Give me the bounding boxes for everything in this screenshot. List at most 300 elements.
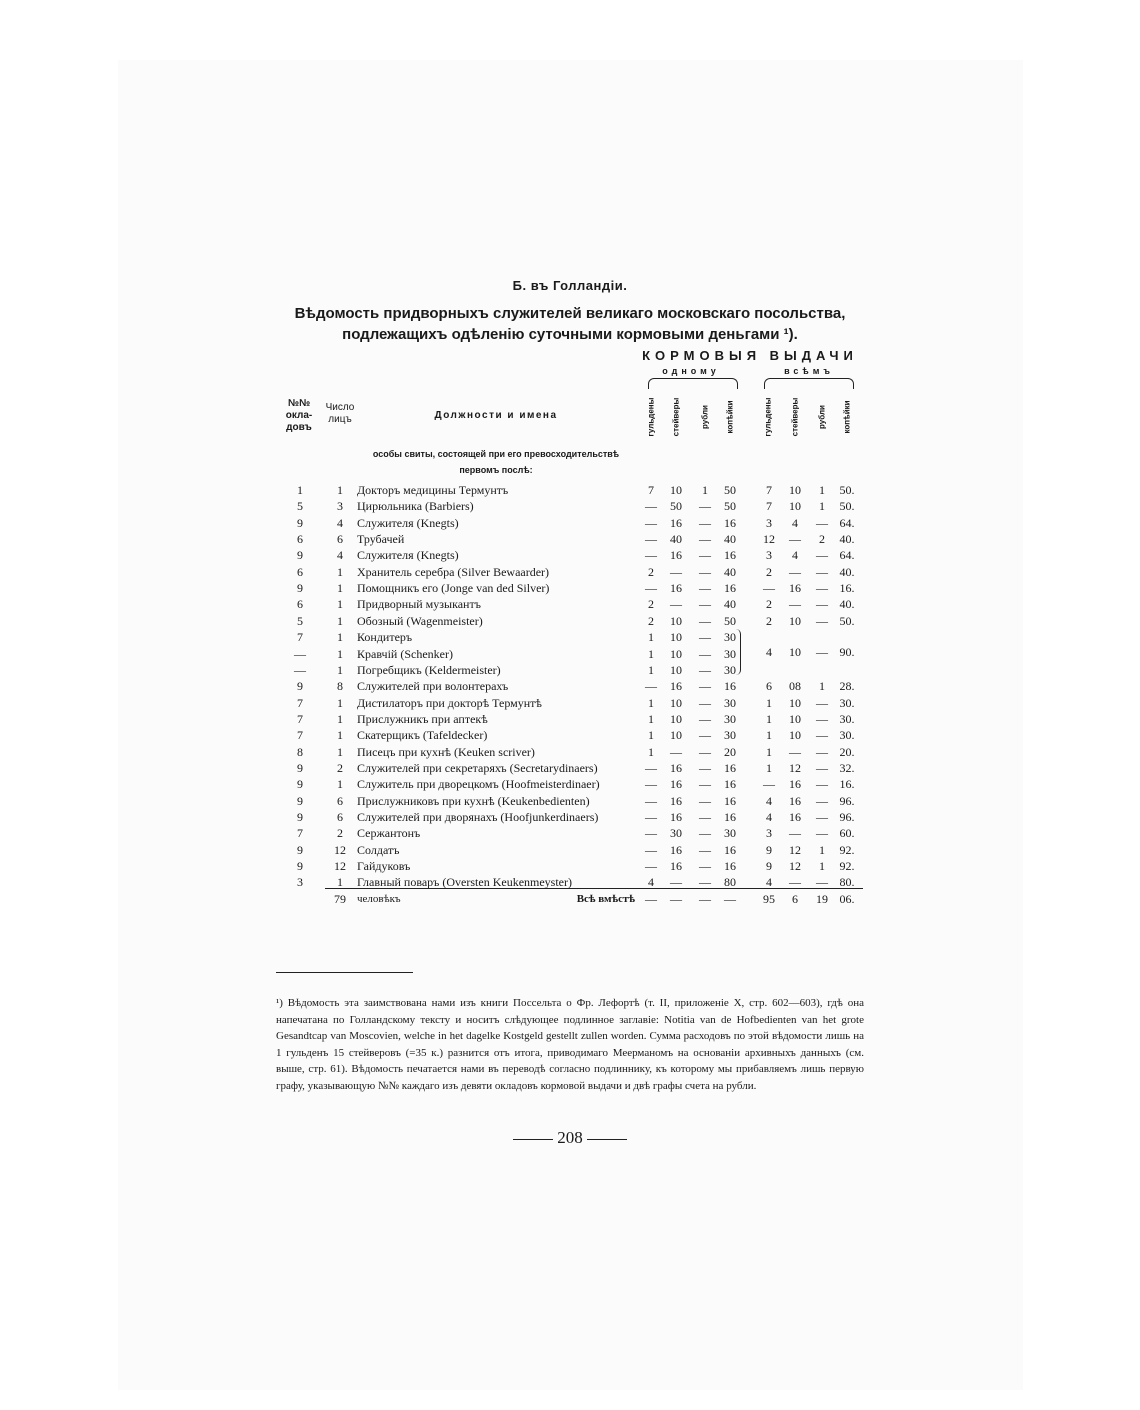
table-row — [0, 564, 1140, 580]
cell-stivers-all: 10 — [789, 645, 801, 659]
header-per-person: одному — [662, 366, 720, 376]
cell-kopecks-all: 28. — [839, 679, 855, 694]
cell-position-name: Главный поваръ (Oversten Keukenmeyster) — [357, 875, 572, 890]
cell-rubles-one: — — [699, 744, 711, 759]
cell-stivers-all: 16 — [789, 810, 801, 824]
table-row — [0, 776, 1140, 792]
cell-person-count: 1 — [337, 564, 343, 579]
cell-kopecks-one: 50 — [724, 483, 736, 497]
cell-kopecks-one: 16 — [724, 777, 736, 792]
cell-position-name: Дистилаторъ при докторѣ Термунтѣ — [357, 695, 542, 710]
cell-rubles-one: — — [699, 499, 711, 514]
cell-rubles-one: — — [699, 662, 711, 677]
cell-kopecks-one: 16 — [724, 548, 736, 563]
cell-position-name: Сержантонъ — [357, 826, 421, 841]
cell-person-count: 4 — [337, 548, 343, 563]
cell-salary-number: 9 — [297, 679, 303, 694]
cell-kopecks-one: 50 — [724, 613, 736, 628]
header-rubles-one: рубли — [700, 405, 710, 429]
cell-stivers-one: 10 — [670, 483, 682, 497]
cell-position-name: Писецъ при кухнѣ (Keuken scriver) — [357, 744, 535, 759]
cell-kopecks-all: 30. — [839, 728, 855, 743]
cell-kopecks-all: 96. — [839, 810, 855, 824]
cell-salary-number: 6 — [297, 564, 303, 579]
cell-rubles-all: 1 — [819, 859, 825, 874]
cell-rubles-all: — — [816, 564, 828, 579]
cell-stivers-all: 12 — [789, 760, 801, 775]
cell-guldens-all: 1 — [766, 711, 772, 726]
cell-guldens-all: 2 — [766, 597, 772, 612]
table-row — [0, 596, 1140, 612]
table-row — [0, 531, 1140, 547]
table-row — [0, 580, 1140, 596]
cell-rubles-all: — — [816, 645, 828, 659]
header-all-persons: всѣмъ — [784, 366, 834, 376]
cell-rubles-one: — — [699, 679, 711, 694]
cell-rubles-all: — — [816, 744, 828, 759]
cell-guldens-all: 3 — [766, 826, 772, 841]
cell-rubles-all: — — [816, 793, 828, 808]
cell-person-count: 4 — [337, 515, 343, 530]
page-number-dash-right — [587, 1139, 627, 1140]
footnote: ¹) Вѣдомость эта заимствована нами изъ книги Поссельта о Фр. Лефортѣ (т. II, приложенiе X, стр. 602—603), гдѣ она напечатана по Голландскому тексту и носитъ слѣдующее подлинное заглавiе: Notitia van de Hofbedienten van het grote Gesandtcap van Moscovien, welche in het dagelke Kostgeld gestellt zullen worden. Сумма расходовъ по этой вѣдомости лишь на 1 гульденъ 15 стейверовъ (=35 к.) разнится отъ итога, приводимаго Меерманомъ на основанiи архивныхъ данныхъ (см. выше, стр. 61). Вѣдомость печатается нами въ переводѣ согласно подлиннику, къ которому мы прибавляемъ лишь первую графу, указывающую №№ каждаго изъ девяти окладовъ кормовой выдачи и двѣ графы счета на рубли. — [276, 997, 864, 1092]
document-title: Вѣдомость придворныхъ служителей великаго московскаго посольства, подлежащихъ одѣленiю суточными кормовыми деньгами ¹). — [294, 305, 846, 343]
header-kopecks-all: копѣйки — [842, 400, 852, 434]
total-kopecks-all: 06. — [839, 892, 855, 906]
table-row — [0, 825, 1140, 841]
table-row — [0, 711, 1140, 727]
cell-guldens-all: 4 — [766, 810, 772, 824]
cell-stivers-all: 4 — [792, 548, 798, 563]
cell-salary-number: 9 — [297, 581, 303, 596]
cell-rubles-all: 1 — [819, 679, 825, 694]
cell-person-count: 12 — [334, 859, 346, 874]
cell-rubles-one: — — [699, 875, 711, 890]
cell-guldens-one: — — [645, 810, 657, 824]
cell-kopecks-one: 16 — [724, 859, 736, 874]
cell-rubles-all: 1 — [819, 483, 825, 497]
header-positions-names: Должности и имена — [434, 410, 558, 421]
cell-kopecks-all: 64. — [839, 548, 855, 563]
cell-guldens-one: — — [645, 760, 657, 775]
cell-position-name: Обозный (Wagenmeister) — [357, 613, 483, 628]
cell-guldens-all: 1 — [766, 695, 772, 710]
cell-kopecks-all: 16. — [839, 581, 855, 596]
cell-kopecks-all: 20. — [839, 744, 855, 759]
cell-stivers-one: 40 — [670, 532, 682, 547]
cell-rubles-all: — — [816, 515, 828, 530]
table-row — [0, 678, 1140, 694]
cell-rubles-all: — — [816, 548, 828, 563]
cell-guldens-all: 1 — [766, 744, 772, 759]
cell-person-count: 6 — [337, 793, 343, 808]
cell-stivers-all: — — [789, 744, 801, 759]
cell-stivers-all: 08 — [789, 679, 801, 694]
cell-guldens-one: 1 — [648, 695, 654, 710]
cell-salary-number: 9 — [297, 842, 303, 857]
table-row — [0, 842, 1140, 858]
cell-stivers-all: 16 — [789, 793, 801, 808]
cell-stivers-one: 30 — [670, 826, 682, 841]
cell-rubles-one: — — [699, 859, 711, 874]
cell-guldens-all: 1 — [766, 760, 772, 775]
cell-salary-number: 9 — [297, 793, 303, 808]
cell-guldens-one: — — [645, 826, 657, 841]
total-row — [0, 891, 1140, 907]
cell-stivers-one: 16 — [670, 581, 682, 596]
header-rubles-all: рубли — [817, 405, 827, 429]
cell-stivers-one: 16 — [670, 793, 682, 808]
cell-position-name: Кравчiй (Schenker) — [357, 646, 453, 661]
cell-kopecks-all: 64. — [839, 515, 855, 530]
cell-salary-number: 7 — [297, 711, 303, 726]
cell-salary-number: 8 — [297, 744, 303, 759]
cell-kopecks-all: 60. — [839, 826, 855, 841]
cell-guldens-one: — — [645, 793, 657, 808]
cell-salary-number: 7 — [297, 728, 303, 743]
cell-guldens-one: — — [645, 499, 657, 514]
total-stivers-one: — — [670, 892, 682, 906]
cell-kopecks-all: 40. — [839, 597, 855, 612]
cell-position-name: Скатерщикъ (Tafeldecker) — [357, 728, 488, 743]
cell-guldens-one: 4 — [648, 875, 654, 890]
cell-stivers-all: 4 — [792, 515, 798, 530]
cell-kopecks-one: 16 — [724, 810, 736, 824]
cell-kopecks-all: 80. — [839, 875, 855, 890]
cell-position-name: Служителя (Knegts) — [357, 548, 459, 563]
total-kopecks-one: — — [724, 892, 736, 906]
cell-person-count: 1 — [337, 711, 343, 726]
cell-rubles-one: — — [699, 548, 711, 563]
table-row — [0, 662, 1140, 678]
cell-person-count: 1 — [337, 875, 343, 890]
cell-salary-number: 9 — [297, 760, 303, 775]
cell-kopecks-all: 30. — [839, 695, 855, 710]
cell-kopecks-one: 30 — [724, 630, 736, 645]
total-rule — [325, 888, 863, 889]
cell-kopecks-all: 16. — [839, 777, 855, 792]
page-number-value: 208 — [557, 1128, 583, 1147]
cell-kopecks-one: 40 — [724, 597, 736, 612]
cell-stivers-all: 10 — [789, 499, 801, 514]
cell-kopecks-all: 32. — [839, 760, 855, 775]
cell-kopecks-all: 92. — [839, 842, 855, 857]
header-guldens-all: гульдены — [763, 397, 773, 437]
table-row — [0, 760, 1140, 776]
cell-stivers-one: 10 — [670, 646, 682, 661]
cell-guldens-all: — — [763, 777, 775, 792]
cell-position-name: Служителей при волонтерахъ — [357, 679, 509, 694]
cell-rubles-one: — — [699, 532, 711, 547]
cell-guldens-all: 4 — [766, 645, 772, 659]
cell-stivers-one: 10 — [670, 728, 682, 743]
cell-rubles-one: — — [699, 597, 711, 612]
cell-guldens-all: 9 — [766, 842, 772, 857]
cell-salary-number: 6 — [297, 532, 303, 547]
cell-stivers-one: — — [670, 875, 682, 890]
cell-stivers-one: 10 — [670, 662, 682, 677]
cell-person-count: 1 — [337, 581, 343, 596]
cell-salary-number: 9 — [297, 515, 303, 530]
cell-stivers-one: 16 — [670, 777, 682, 792]
cell-guldens-one: 2 — [648, 564, 654, 579]
cell-position-name: Цирюльника (Barbiers) — [357, 499, 474, 514]
table-row — [0, 629, 1140, 645]
table-row — [0, 547, 1140, 563]
total-persons-word: человѣкъ — [357, 893, 401, 905]
cell-stivers-one: 16 — [670, 760, 682, 775]
header-kopecks-one: копѣйки — [725, 400, 735, 434]
cell-guldens-one: — — [645, 515, 657, 530]
page-number — [0, 1128, 1140, 1148]
cell-kopecks-one: 16 — [724, 842, 736, 857]
cell-guldens-all: 9 — [766, 859, 772, 874]
cell-stivers-one: 10 — [670, 695, 682, 710]
cell-kopecks-one: 16 — [724, 760, 736, 775]
cell-stivers-one: 16 — [670, 548, 682, 563]
cell-guldens-all: 2 — [766, 613, 772, 628]
cell-rubles-all: — — [816, 826, 828, 841]
cell-person-count: 1 — [337, 613, 343, 628]
cell-position-name: Кондитеръ — [357, 630, 413, 645]
table-row — [0, 809, 1140, 825]
header-stivers-all: стейверы — [790, 397, 800, 437]
cell-person-count: 1 — [337, 646, 343, 661]
cell-rubles-one: — — [699, 760, 711, 775]
table-row — [0, 695, 1140, 711]
cell-rubles-one: — — [699, 711, 711, 726]
cell-guldens-one: 1 — [648, 728, 654, 743]
cell-stivers-one: — — [670, 744, 682, 759]
cell-position-name: Прислужникъ при аптекѣ — [357, 711, 488, 726]
cell-stivers-one: 10 — [670, 711, 682, 726]
cell-kopecks-one: 30 — [724, 695, 736, 710]
cell-guldens-all: 4 — [766, 793, 772, 808]
cell-salary-number: 9 — [297, 777, 303, 792]
cell-salary-number: 1 — [297, 483, 303, 497]
cell-rubles-all: — — [816, 728, 828, 743]
cell-stivers-all: 16 — [789, 777, 801, 792]
page-number-dash-left — [513, 1139, 553, 1140]
cell-kopecks-all: 96. — [839, 793, 855, 808]
table-row — [0, 498, 1140, 514]
cell-stivers-one: 16 — [670, 810, 682, 824]
cell-rubles-one: — — [699, 613, 711, 628]
cell-guldens-all: 12 — [763, 532, 775, 547]
cell-stivers-one: 10 — [670, 613, 682, 628]
cell-kopecks-one: 16 — [724, 679, 736, 694]
cell-guldens-one: 1 — [648, 630, 654, 645]
cell-stivers-all: 12 — [789, 842, 801, 857]
cell-person-count: 6 — [337, 810, 343, 824]
cell-kopecks-one: 40 — [724, 564, 736, 579]
cell-salary-number: 7 — [297, 630, 303, 645]
total-guldens-all: 95 — [763, 892, 775, 906]
cell-salary-number: — — [294, 646, 306, 661]
total-count: 79 — [334, 892, 346, 906]
cell-salary-number: 5 — [297, 499, 303, 514]
cell-rubles-all: — — [816, 810, 828, 824]
cell-kopecks-all: 30. — [839, 711, 855, 726]
section-title: Б. въ Голландiи. — [512, 278, 628, 293]
cell-salary-number: 7 — [297, 695, 303, 710]
cell-stivers-all: — — [789, 597, 801, 612]
cell-rubles-one: — — [699, 728, 711, 743]
cell-kopecks-one: 30 — [724, 646, 736, 661]
cell-position-name: Придворный музыкантъ — [357, 597, 481, 612]
cell-guldens-all: 3 — [766, 515, 772, 530]
cell-kopecks-one: 80 — [724, 875, 736, 890]
header-stivers-one: стейверы — [671, 397, 681, 437]
cell-person-count: 2 — [337, 826, 343, 841]
cell-stivers-one: 50 — [670, 499, 682, 514]
cell-rubles-all: 1 — [819, 499, 825, 514]
cell-kopecks-one: 16 — [724, 793, 736, 808]
cell-rubles-one: — — [699, 515, 711, 530]
cell-rubles-all: 1 — [819, 842, 825, 857]
cell-stivers-all: 10 — [789, 613, 801, 628]
cell-person-count: 6 — [337, 532, 343, 547]
cell-guldens-one: 7 — [648, 483, 654, 497]
total-all-together: Всѣ вмѣстѣ — [576, 893, 635, 905]
cell-person-count: 1 — [337, 744, 343, 759]
table-row — [0, 793, 1140, 809]
brace-per-person — [648, 378, 738, 389]
cell-kopecks-all: 50. — [839, 499, 855, 514]
brace-all-persons — [764, 378, 854, 389]
cell-kopecks-one: 30 — [724, 826, 736, 841]
suite-heading: особы свиты, состоящей при его превосходительствѣ первомъ послѣ: — [372, 449, 620, 475]
cell-rubles-one: — — [699, 810, 711, 824]
cell-salary-number: — — [294, 662, 306, 677]
cell-position-name: Докторъ медицины Термунтъ — [357, 483, 509, 497]
cell-rubles-all: — — [816, 711, 828, 726]
cell-person-count: 12 — [334, 842, 346, 857]
cell-person-count: 1 — [337, 597, 343, 612]
cell-rubles-one: — — [699, 777, 711, 792]
cell-position-name: Служителя (Knegts) — [357, 515, 459, 530]
cell-person-count: 1 — [337, 777, 343, 792]
header-guldens-one: гульдены — [646, 397, 656, 437]
cell-kopecks-all: 50. — [839, 483, 855, 497]
cell-kopecks-one: 20 — [724, 744, 736, 759]
cell-guldens-one: 1 — [648, 646, 654, 661]
cell-kopecks-one: 16 — [724, 581, 736, 596]
cell-rubles-all: — — [816, 777, 828, 792]
cell-stivers-one: 16 — [670, 859, 682, 874]
cell-guldens-one: 1 — [648, 662, 654, 677]
cell-rubles-one: — — [699, 581, 711, 596]
cell-stivers-one: — — [670, 564, 682, 579]
cell-stivers-all: 10 — [789, 483, 801, 497]
cell-rubles-all: — — [816, 760, 828, 775]
cell-kopecks-one: 50 — [724, 499, 736, 514]
table-row — [0, 858, 1140, 874]
cell-stivers-all: 12 — [789, 859, 801, 874]
cell-position-name: Погребщикъ (Keldermeister) — [357, 662, 501, 677]
cell-kopecks-one: 30 — [724, 662, 736, 677]
total-guldens-one: — — [645, 892, 657, 906]
header-feed-payments: КОРМОВЫЯ ВЫДАЧИ — [642, 348, 858, 363]
cell-guldens-all: 4 — [766, 875, 772, 890]
cell-kopecks-one: 16 — [724, 515, 736, 530]
cell-kopecks-all: 50. — [839, 613, 855, 628]
cell-kopecks-all: 40. — [839, 532, 855, 547]
cell-position-name: Служителей при секретаряхъ (Secretarydinaers) — [357, 760, 598, 775]
cell-guldens-one: — — [645, 679, 657, 694]
cell-guldens-one: — — [645, 859, 657, 874]
cell-rubles-all: — — [816, 597, 828, 612]
cell-kopecks-all: 92. — [839, 859, 855, 874]
cell-guldens-all: 1 — [766, 728, 772, 743]
cell-salary-number: 7 — [297, 826, 303, 841]
cell-rubles-all: 2 — [819, 532, 825, 547]
cell-rubles-all: — — [816, 613, 828, 628]
cell-stivers-all: 10 — [789, 728, 801, 743]
cell-stivers-all: 10 — [789, 711, 801, 726]
header-person-count: Число лицъ — [325, 402, 355, 425]
cell-rubles-all: — — [816, 695, 828, 710]
cell-rubles-one: — — [699, 646, 711, 661]
cell-kopecks-one: 30 — [724, 711, 736, 726]
table-row — [0, 727, 1140, 743]
total-rubles-one: — — [699, 892, 711, 906]
cell-stivers-one: 10 — [670, 630, 682, 645]
cell-guldens-one: — — [645, 777, 657, 792]
cell-stivers-all: — — [789, 826, 801, 841]
cell-rubles-one: — — [699, 793, 711, 808]
total-stivers-all: 6 — [792, 892, 798, 906]
cell-guldens-one: — — [645, 581, 657, 596]
cell-position-name: Трубачей — [357, 532, 405, 547]
cell-kopecks-all: 40. — [839, 564, 855, 579]
group-total-row — [0, 644, 1140, 660]
cell-position-name: Служителей при дворянахъ (Hoofjunkerdinaers) — [357, 810, 599, 824]
total-rubles-all: 19 — [816, 892, 828, 906]
cell-guldens-one: — — [645, 842, 657, 857]
cell-guldens-one: 1 — [648, 711, 654, 726]
cell-rubles-one: — — [699, 630, 711, 645]
cell-rubles-one: — — [699, 842, 711, 857]
cell-guldens-one: 2 — [648, 613, 654, 628]
cell-person-count: 8 — [337, 679, 343, 694]
cell-person-count: 3 — [337, 499, 343, 514]
cell-guldens-one: — — [645, 548, 657, 563]
table-row — [0, 482, 1140, 498]
cell-rubles-one: — — [699, 564, 711, 579]
cell-rubles-one: — — [699, 826, 711, 841]
cell-rubles-all: — — [816, 875, 828, 890]
cell-salary-number: 9 — [297, 859, 303, 874]
cell-guldens-all: 6 — [766, 679, 772, 694]
cell-stivers-all: — — [789, 875, 801, 890]
cell-kopecks-all: 90. — [839, 645, 855, 659]
cell-guldens-all: 7 — [766, 483, 772, 497]
cell-salary-number: 3 — [297, 875, 303, 890]
cell-position-name: Прислужниковъ при кухнѣ (Keukenbedienten) — [357, 793, 590, 808]
cell-person-count: 1 — [337, 483, 343, 497]
cell-person-count: 1 — [337, 728, 343, 743]
cell-kopecks-one: 30 — [724, 728, 736, 743]
cell-person-count: 1 — [337, 662, 343, 677]
cell-guldens-one: 2 — [648, 597, 654, 612]
cell-guldens-one: 1 — [648, 744, 654, 759]
cell-rubles-one: 1 — [702, 483, 708, 497]
footnote-rule — [276, 972, 413, 973]
cell-guldens-all: 2 — [766, 564, 772, 579]
cell-position-name: Солдатъ — [357, 842, 400, 857]
cell-position-name: Гайдуковъ — [357, 859, 411, 874]
